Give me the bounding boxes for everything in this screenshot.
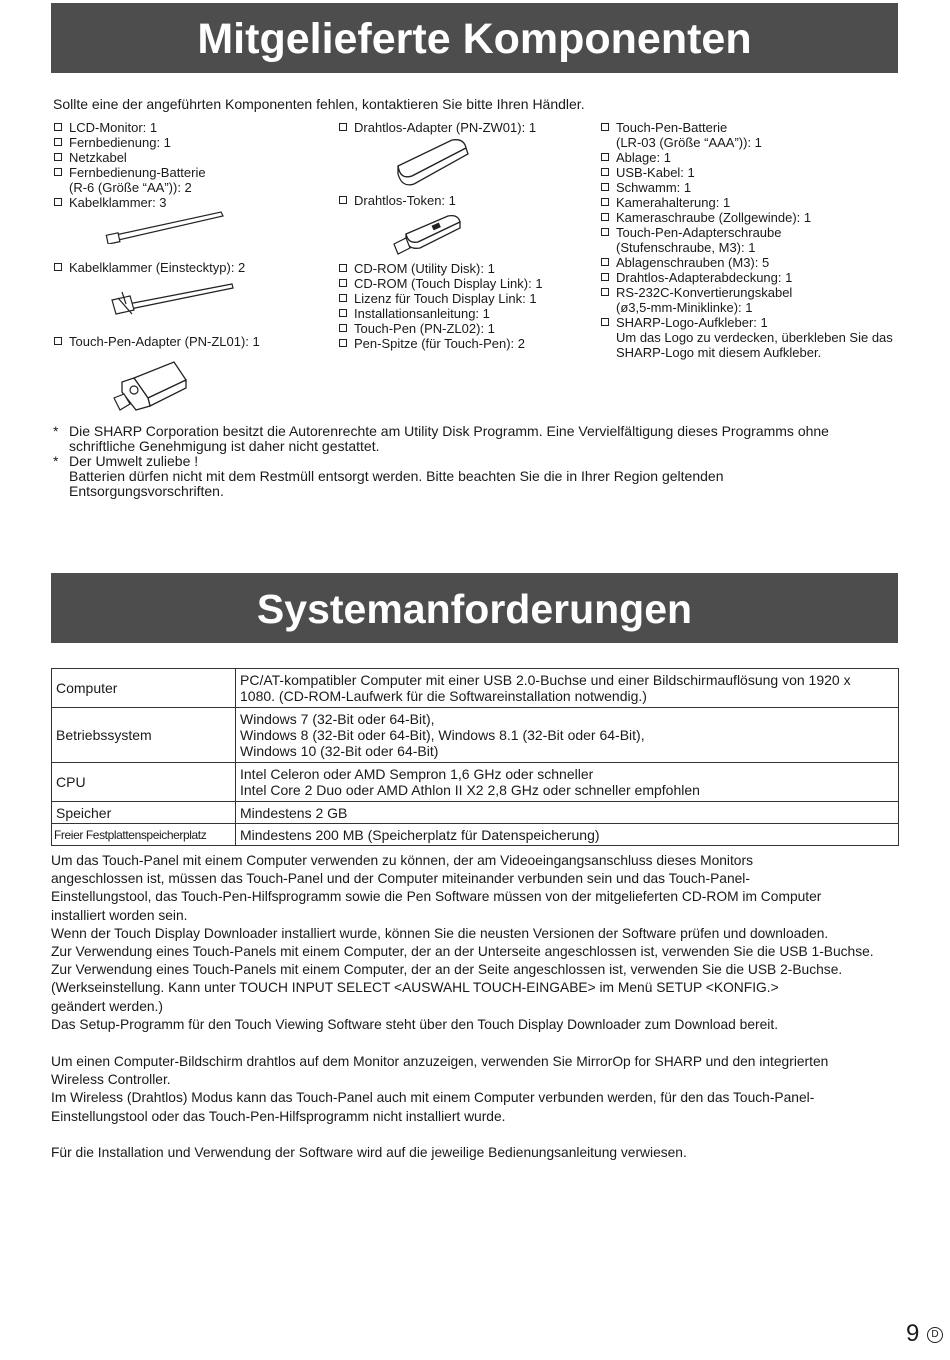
checkbox-icon — [601, 318, 609, 326]
checklist-item: Drahtlos-Token: 1 — [339, 193, 456, 208]
checkbox-icon — [339, 196, 347, 204]
checkbox-icon — [601, 153, 609, 161]
checkbox-icon — [601, 123, 609, 131]
checklist-item-detail: SHARP-Logo mit diesem Aufkleber. — [616, 345, 822, 360]
checklist-item: Ablagenschrauben (M3): 5 — [601, 255, 893, 270]
components-column-1c — [54, 334, 260, 349]
plug-in-cable-clamp-illustration — [108, 278, 238, 318]
checkbox-icon — [339, 279, 347, 287]
footnote-line: Die SHARP Corporation besitzt die Autorenrechte am Utility Disk Programm. Eine Vervielfältigung dieses Programms ohne — [69, 423, 829, 439]
table-key: Speicher — [52, 802, 236, 824]
table-value-line: Intel Celeron oder AMD Sempron 1,6 GHz oder schneller — [240, 766, 594, 782]
checklist-item-detail: (Stufenschraube, M3): 1 — [616, 240, 756, 255]
checklist-item: Kameraschraube (Zollgewinde): 1 — [601, 210, 893, 225]
checklist-item-detail: (ø3,5-mm-Miniklinke): 1 — [616, 300, 753, 315]
checklist-item: Ablage: 1 — [601, 150, 893, 165]
checkbox-icon — [339, 324, 347, 332]
paragraph-line: Wireless Controller. — [51, 1072, 171, 1088]
checklist-item: SHARP-Logo-Aufkleber: 1 — [601, 315, 893, 330]
components-column-1 — [54, 120, 206, 210]
paragraph-line: Einstellungstool oder das Touch-Pen-Hilfsprogramm nicht installiert wurde. — [51, 1108, 506, 1124]
section-title-system-requirements: Systemanforderungen — [51, 573, 898, 643]
paragraph-line: Zur Verwendung eines Touch-Panels mit einem Computer, der an der Seite angeschlossen ist, verwenden Sie die USB 2-Buchse. — [51, 962, 843, 978]
table-value-line: Windows 8 (32-Bit oder 64-Bit), Windows 8.1 (32-Bit oder 64-Bit), — [240, 727, 645, 743]
section-title-components: Mitgelieferte Komponenten — [51, 3, 898, 73]
checkbox-icon — [601, 258, 609, 266]
table-value — [236, 763, 899, 802]
table-value — [236, 708, 899, 763]
table-row — [52, 708, 899, 763]
checklist-item: Drahtlos-Adapter (PN-ZW01): 1 — [339, 120, 536, 135]
components-column-2 — [339, 120, 536, 135]
page-number: 9 — [906, 1320, 920, 1347]
footnote-line: Batterien dürfen nicht mit dem Restmüll entsorgt werden. Bitte beachten Sie die in Ihrer Region geltenden — [69, 468, 724, 484]
checklist-item: Kamerahalterung: 1 — [601, 195, 893, 210]
paragraph-line: geändert werden.) — [51, 998, 163, 1014]
paragraph-line: angeschlossen ist, müssen das Touch-Panel und der Computer miteinander verbunden sein und das Touch-Panel- — [51, 871, 750, 887]
table-value — [236, 669, 899, 708]
checklist-item: Schwamm: 1 — [601, 180, 893, 195]
checklist-item: Touch-Pen-Adapterschraube — [601, 225, 893, 240]
footnote-marker: * — [53, 453, 59, 469]
checklist-item: Drahtlos-Adapterabdeckung: 1 — [601, 270, 893, 285]
table-row — [52, 669, 899, 708]
checklist-item-detail: Um das Logo zu verdecken, überkleben Sie das — [616, 330, 893, 345]
checkbox-icon — [601, 228, 609, 236]
components-column-1b — [54, 260, 245, 275]
footnote-marker: * — [53, 423, 59, 439]
paragraph-wireless — [51, 1053, 901, 1126]
checklist-item: Touch-Pen-Adapter (PN-ZL01): 1 — [54, 334, 260, 349]
table-value — [236, 802, 899, 824]
table-key: Computer — [52, 669, 236, 708]
language-badge: D — [927, 1327, 943, 1343]
checklist-item: CD-ROM (Utility Disk): 1 — [339, 261, 543, 276]
checkbox-icon — [339, 294, 347, 302]
table-row — [52, 763, 899, 802]
checklist-item: Fernbedienung-Batterie — [54, 165, 206, 180]
checklist-item: Touch-Pen-Batterie — [601, 120, 893, 135]
paragraph-line: Für die Installation und Verwendung der Software wird auf die jeweilige Bedienungsanleitung verwiesen. — [51, 1145, 687, 1160]
checkbox-icon — [339, 339, 347, 347]
checkbox-icon — [339, 264, 347, 272]
table-key: Betriebssystem — [52, 708, 236, 763]
footnote-line: schriftliche Genehmigung ist daher nicht gestattet. — [69, 438, 380, 454]
components-column-2b — [339, 193, 456, 208]
checklist-item: LCD-Monitor: 1 — [54, 120, 206, 135]
checkbox-icon — [54, 337, 62, 345]
checklist-item: Fernbedienung: 1 — [54, 135, 206, 150]
paragraph-line: Um einen Computer-Bildschirm drahtlos auf dem Monitor anzuzeigen, verwenden Sie MirrorOp for SHARP und den integrierten — [51, 1054, 829, 1069]
table-row — [52, 824, 899, 846]
components-column-3 — [601, 120, 893, 360]
checklist-item: Lizenz für Touch Display Link: 1 — [339, 291, 543, 306]
table-row — [52, 802, 899, 824]
checklist-item: USB-Kabel: 1 — [601, 165, 893, 180]
checkbox-icon — [601, 168, 609, 176]
paragraph-line: Wenn der Touch Display Downloader installiert wurde, können Sie die neusten Versionen der Software prüfen und downloaden. — [51, 925, 829, 941]
checkbox-icon — [54, 168, 62, 176]
checkbox-icon — [54, 123, 62, 131]
cable-clamp-illustration — [105, 208, 230, 244]
footnote — [53, 454, 893, 499]
checkbox-icon — [601, 213, 609, 221]
checkbox-icon — [601, 288, 609, 296]
checkbox-icon — [54, 153, 62, 161]
checklist-item: CD-ROM (Touch Display Link): 1 — [339, 276, 543, 291]
checklist-item: Kabelklammer: 3 — [54, 195, 206, 210]
paragraph-line: Um das Touch-Panel mit einem Computer verwenden zu können, der am Videoeingangsanschluss dieses Monitors — [51, 853, 753, 868]
checklist-item-detail: (LR-03 (Größe “AAA”)): 1 — [616, 135, 762, 150]
touch-pen-adapter-illustration — [112, 358, 192, 418]
checkbox-icon — [601, 273, 609, 281]
footnote-line: Entsorgungsvorschriften. — [69, 483, 224, 499]
paragraph-line: Das Setup-Programm für den Touch Viewing Software steht über den Touch Display Downloader zum Download bereit. — [51, 1016, 779, 1032]
wireless-adapter-illustration — [392, 136, 472, 192]
checkbox-icon — [601, 183, 609, 191]
checkbox-icon — [339, 309, 347, 317]
table-key: Freier Festplattenspeicherplatz — [52, 824, 236, 846]
checklist-item: Kabelklammer (Einstecktyp): 2 — [54, 260, 245, 275]
checklist-item: Touch-Pen (PN-ZL02): 1 — [339, 321, 543, 336]
table-value — [236, 824, 899, 846]
table-value-line: PC/AT-kompatibler Computer mit einer USB 2.0-Buchse und einer Bildschirmauflösung von 1920 x — [240, 672, 851, 688]
table-value-line: Intel Core 2 Duo oder AMD Athlon II X2 2,8 GHz oder schneller empfohlen — [240, 782, 700, 798]
footnotes — [53, 424, 893, 499]
paragraph-installation — [51, 1144, 901, 1162]
checklist-item: Netzkabel — [54, 150, 206, 165]
table-key: CPU — [52, 763, 236, 802]
table-value-line: Windows 10 (32-Bit oder 64-Bit) — [240, 743, 439, 759]
checkbox-icon — [601, 198, 609, 206]
paragraph-line: Zur Verwendung eines Touch-Panels mit einem Computer, der an der Unterseite angeschlossen ist, verwenden Sie die USB 1-Buchse. — [51, 944, 874, 960]
checklist-item: RS-232C-Konvertierungskabel — [601, 285, 893, 300]
table-value-line: Mindestens 200 MB (Speicherplatz für Datenspeicherung) — [240, 826, 600, 843]
footnote-line: Der Umwelt zuliebe ! — [69, 453, 199, 469]
checklist-item: Installationsanleitung: 1 — [339, 306, 543, 321]
paragraph-touch-panel — [51, 852, 901, 1034]
checkbox-icon — [54, 198, 62, 206]
table-value-line: Windows 7 (32-Bit oder 64-Bit), — [240, 711, 435, 727]
footnote — [53, 424, 893, 454]
checkbox-icon — [54, 263, 62, 271]
paragraph-line: Einstellungstool, das Touch-Pen-Hilfsprogramm sowie die Pen Software müssen von der mitgelieferten CD-ROM im Computer — [51, 889, 822, 905]
table-value-line: 1080. (CD-ROM-Laufwerk für die Softwareinstallation notwendig.) — [240, 688, 647, 704]
intro-text: Sollte eine der angeführten Komponenten fehlen, kontaktieren Sie bitte Ihren Händler. — [53, 96, 585, 112]
table-value-line: Mindestens 2 GB — [240, 804, 348, 821]
components-column-2c — [339, 261, 543, 351]
checklist-item-detail: (R-6 (Größe “AA”)): 2 — [69, 180, 192, 195]
checkbox-icon — [54, 138, 62, 146]
checkbox-icon — [339, 123, 347, 131]
requirements-table — [51, 668, 899, 846]
paragraph-line: installiert worden sein. — [51, 907, 188, 923]
paragraph-line: (Werkseinstellung. Kann unter TOUCH INPUT SELECT <AUSWAHL TOUCH-EINGABE> im Menü SETUP <KONFIG.> — [51, 980, 779, 996]
wireless-token-illustration — [392, 212, 464, 258]
paragraph-line: Im Wireless (Drahtlos) Modus kann das Touch-Panel auch mit einem Computer verbunden werden, für den das Touch-Panel- — [51, 1090, 815, 1106]
checklist-item: Pen-Spitze (für Touch-Pen): 2 — [339, 336, 543, 351]
